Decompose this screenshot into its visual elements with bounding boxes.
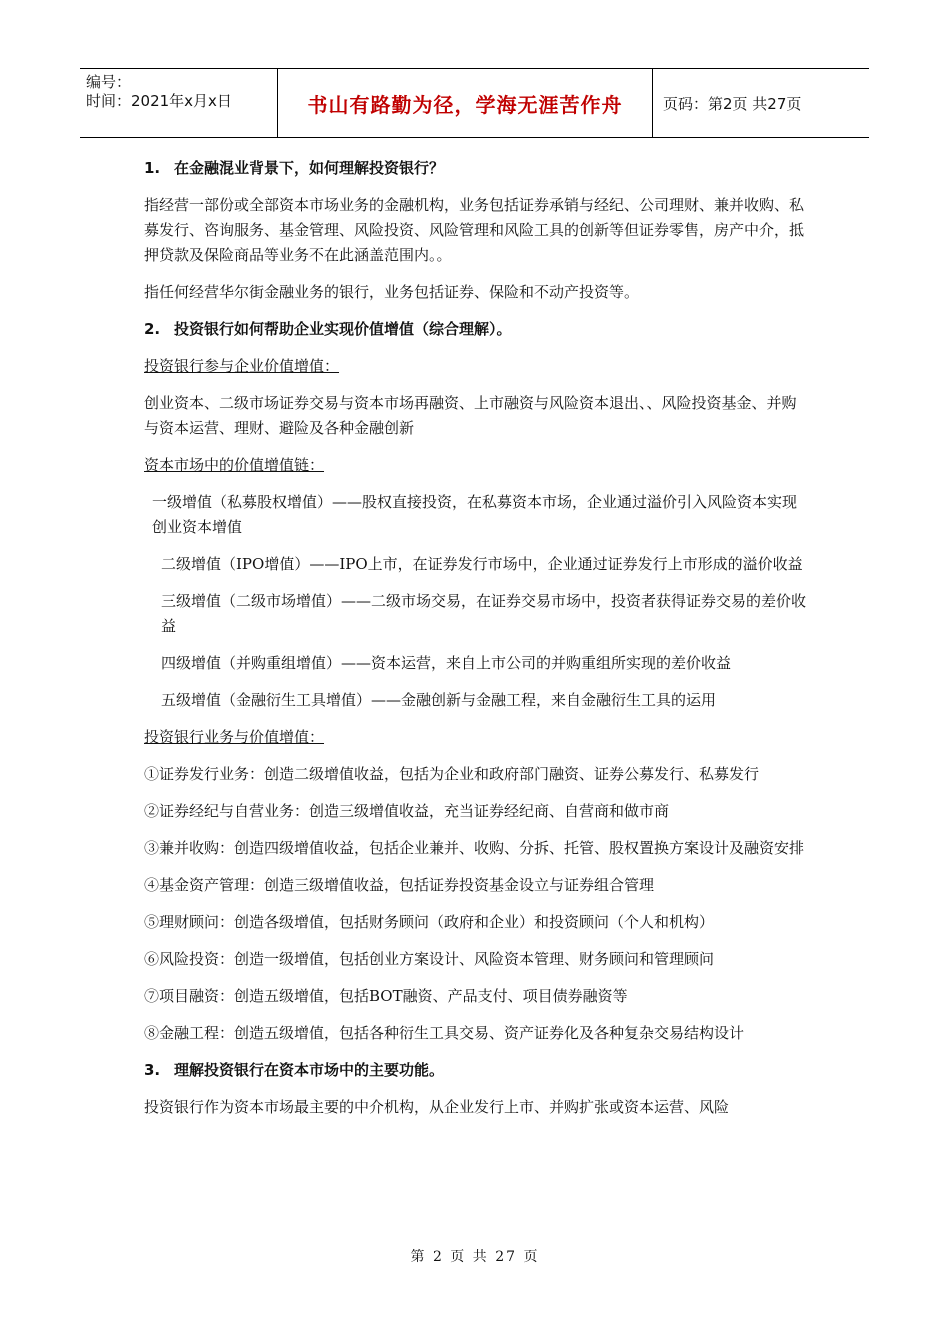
question-number: 2. bbox=[144, 320, 161, 338]
question-title: 投资银行如何帮助企业实现价值增值（综合理解）。 bbox=[174, 320, 512, 338]
time-label: 时间：2021年x月x日 bbox=[86, 92, 232, 110]
business-item: ⑤理财顾问：创造各级增值，包括财务顾问（政府和企业）和投资顾问（个人和机构） bbox=[144, 913, 715, 931]
paragraph: 指任何经营华尔街金融业务的银行，业务包括证券、保险和不动产投资等。 bbox=[144, 283, 640, 301]
business-item: ⑧金融工程：创造五级增值，包括各种衍生工具交易、资产证券化及各种复杂交易结构设计 bbox=[144, 1024, 745, 1042]
question-3-heading bbox=[144, 1058, 806, 1083]
value-chain-item: 一级增值（私募股权增值）——股权直接投资，在私募资本市场，企业通过溢价引入风险资本实现创业资本增值 bbox=[152, 493, 798, 536]
question-2-heading bbox=[144, 317, 806, 342]
subheading: 投资银行参与企业价值增值： bbox=[144, 357, 340, 375]
business-item: ⑦项目融资：创造五级增值，包括BOT融资、产品支付、项目债券融资等 bbox=[144, 987, 628, 1005]
header-motto: 书山有路勤为径，学海无涯苦作舟 bbox=[278, 69, 653, 137]
value-chain-item: 三级增值（二级市场增值）——二级市场交易，在证券交易市场中，投资者获得证券交易的差价收益 bbox=[161, 592, 807, 635]
value-chain-item: 二级增值（IPO增值）——IPO上市，在证券发行市场中，企业通过证券发行上市形成的溢价收益 bbox=[161, 555, 803, 573]
subheading: 资本市场中的价值增值链： bbox=[144, 456, 325, 474]
number-label: 编号： bbox=[86, 73, 132, 91]
page-header bbox=[80, 68, 869, 138]
value-chain-item: 五级增值（金融衍生工具增值）——金融创新与金融工程，来自金融衍生工具的运用 bbox=[161, 691, 717, 709]
question-number: 1. bbox=[144, 159, 161, 177]
business-item: ⑥风险投资：创造一级增值，包括创业方案设计、风险资本管理、财务顾问和管理顾问 bbox=[144, 950, 715, 968]
paragraph: 投资银行作为资本市场最主要的中介机构，从企业发行上市、并购扩张或资本运营、风险 bbox=[144, 1098, 730, 1116]
business-item: ①证券发行业务：创造二级增值收益，包括为企业和政府部门融资、证券公募发行、私募发行 bbox=[144, 765, 760, 783]
question-number: 3. bbox=[144, 1061, 161, 1079]
question-title: 在金融混业背景下，如何理解投资银行？ bbox=[174, 159, 445, 177]
business-item: ④基金资产管理：创造三级增值收益，包括证券投资基金设立与证券组合管理 bbox=[144, 876, 655, 894]
business-item: ③兼并收购：创造四级增值收益，包括企业兼并、收购、分拆、托管、股权置换方案设计及融资安排 bbox=[144, 839, 805, 857]
value-chain-item: 四级增值（并购重组增值）——资本运营，来自上市公司的并购重组所实现的差价收益 bbox=[161, 654, 732, 672]
question-title: 理解投资银行在资本市场中的主要功能。 bbox=[174, 1061, 445, 1079]
header-page-info: 页码：第2页 共27页 bbox=[663, 94, 802, 113]
document-body bbox=[144, 156, 806, 1132]
header-meta bbox=[80, 69, 278, 137]
question-1-heading bbox=[144, 156, 806, 181]
paragraph: 创业资本、二级市场证券交易与资本市场再融资、上市融资与风险资本退出、、风险投资基金、并购与资本运营、理财、避险及各种金融创新 bbox=[144, 394, 797, 437]
page-footer: 第 2 页 共 27 页 bbox=[410, 1249, 540, 1265]
paragraph: 指经营一部份或全部资本市场业务的金融机构，业务包括证券承销与经纪、公司理财、兼并收购、私募发行、咨询服务、基金管理、风险投资、风险管理和风险工具的创新等但证券零售，房产中介，抵押贷款及保险商品等业务不在此涵盖范围内。。 bbox=[144, 196, 805, 264]
business-item: ②证券经纪与自营业务：创造三级增值收益，充当证券经纪商、自营商和做市商 bbox=[144, 802, 670, 820]
subheading: 投资银行业务与价值增值： bbox=[144, 728, 325, 746]
